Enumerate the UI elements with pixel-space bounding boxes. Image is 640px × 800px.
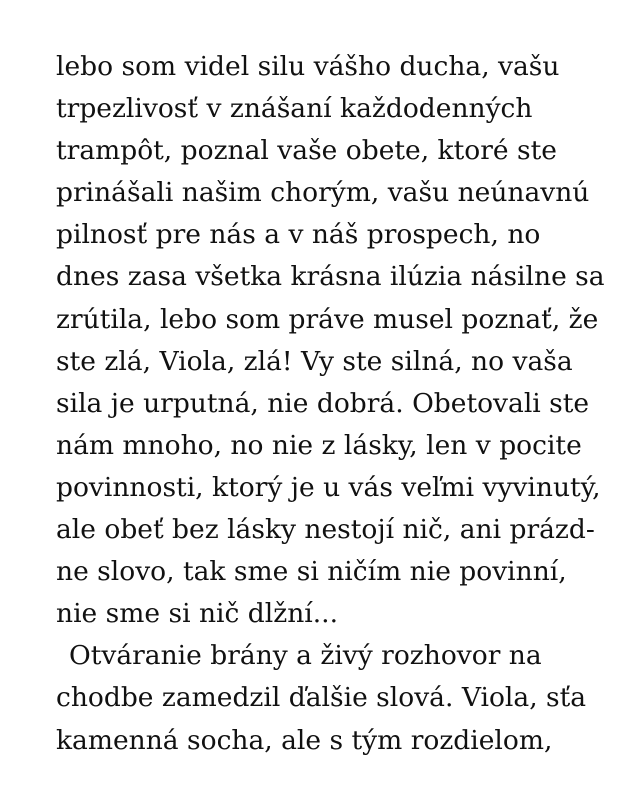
text-line: chodbe zamedzil ďalšie slová. Viola, sťa bbox=[56, 682, 587, 714]
body-text bbox=[56, 46, 616, 762]
text-line: prinášali našim chorým, vašu neúnavnú bbox=[56, 177, 590, 209]
text-line: lebo som videl silu vášho ducha, vašu bbox=[56, 51, 560, 82]
text-line: kamenná socha, ale s tým rozdielom, bbox=[56, 724, 553, 756]
text-line: ale obeť bez lásky nestojí nič, ani prázd- bbox=[56, 514, 595, 546]
paragraph-first-line: Otváranie brány a živý rozhovor na bbox=[69, 640, 542, 672]
text-line: ste zlá, Viola, zlá! Vy ste silná, no vaša bbox=[56, 345, 573, 377]
text-line: povinnosti, ktorý je u vás veľmi vyvinutý, bbox=[56, 471, 601, 503]
text-line: trpezlivosť v znášaní každodenných bbox=[56, 93, 533, 125]
text-line: ne slovo, tak sme si ničím nie povinní, bbox=[56, 556, 567, 588]
text-line: nie sme si nič dlžní... bbox=[56, 598, 339, 630]
text-line: nám mnoho, no nie z lásky, len v pocite bbox=[56, 429, 582, 461]
text-line: zrútila, lebo som práve musel poznať, že bbox=[56, 303, 599, 335]
text-line: trampôt, poznal vaše obete, ktoré ste bbox=[56, 135, 557, 167]
text-line: sila je urputná, nie dobrá. Obetovali ste bbox=[56, 387, 590, 419]
text-line: pilnosť pre nás a v náš prospech, no bbox=[56, 219, 541, 251]
text-line: dnes zasa všetka krásna ilúzia násilne sa bbox=[56, 261, 605, 293]
